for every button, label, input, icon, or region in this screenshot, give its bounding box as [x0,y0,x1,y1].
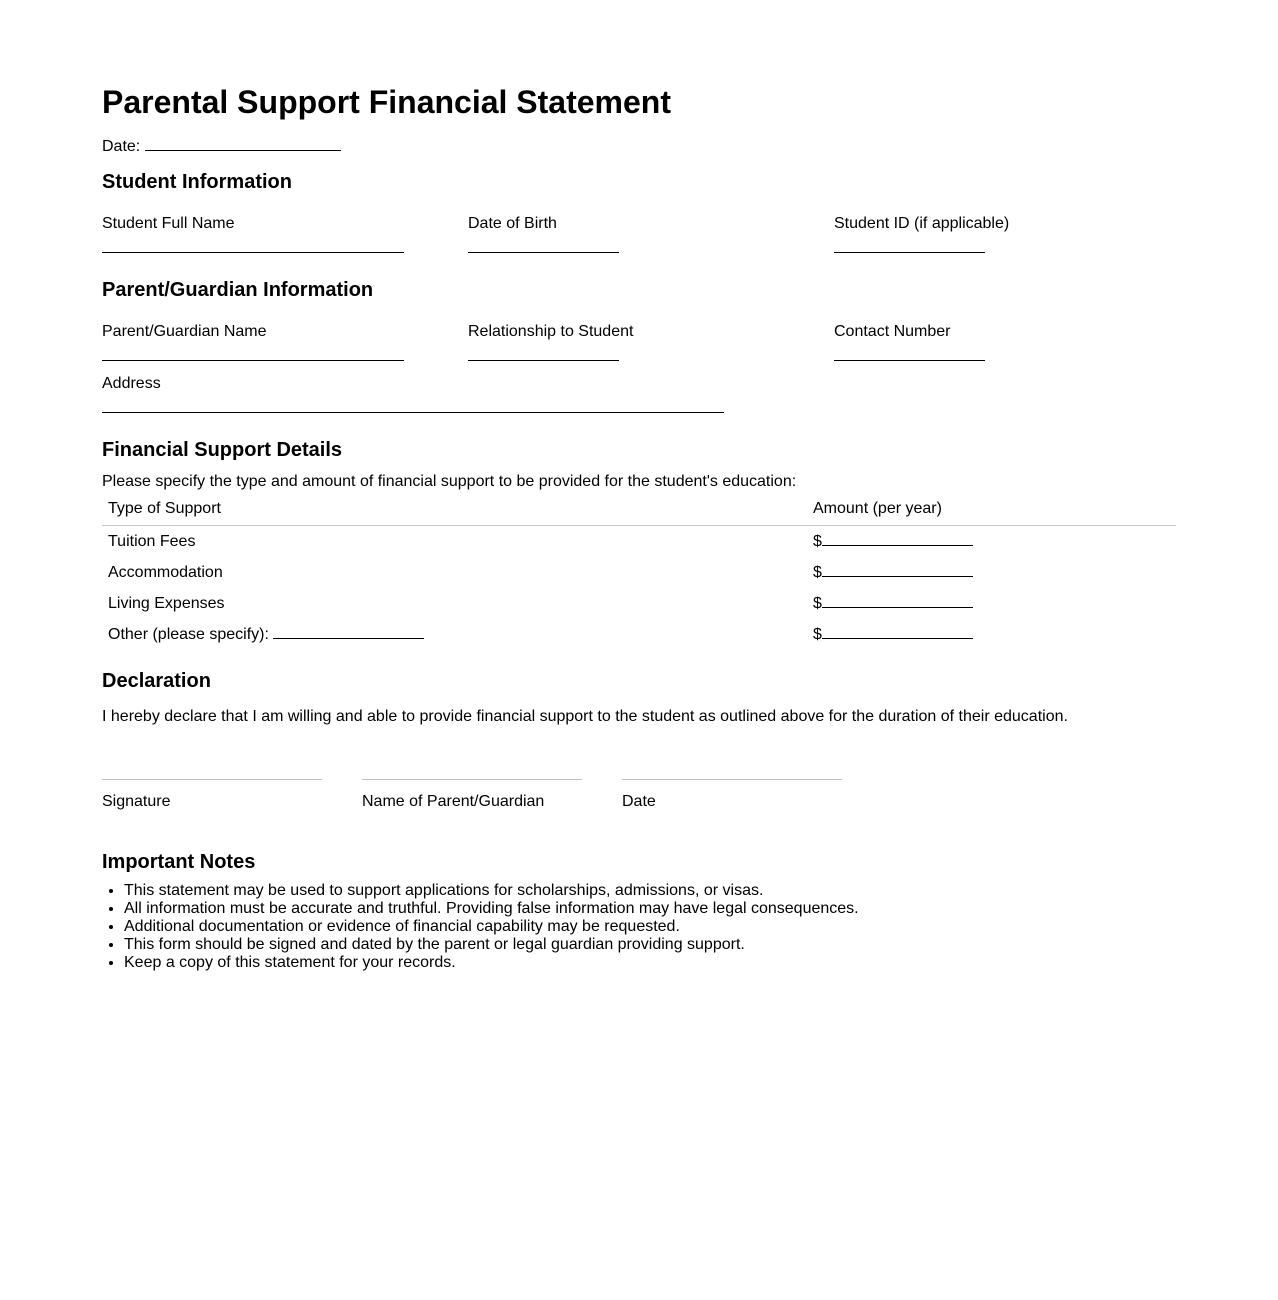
address-input-line[interactable] [102,412,724,413]
date-label: Date: [102,138,141,155]
support-type-cell [102,557,807,588]
student-full-name-input-line[interactable] [102,252,404,253]
support-type-label: Tuition Fees [108,532,196,550]
parent-name-input-line[interactable] [102,360,404,361]
signature-input-line[interactable] [102,779,322,780]
financial-support-intro: Please specify the type and amount of financial support to be provided for the student's education: [102,473,797,490]
support-type-cell [102,526,807,558]
contact-number-label: Contact Number [834,323,951,340]
support-type-label: Other (please specify): [108,626,269,643]
signature-label: Signature [102,793,171,810]
amount-cell [807,526,1176,558]
list-item: • All information must be accurate and truthful. Providing false information may have legal consequences. [124,900,859,918]
notes-list [102,882,859,972]
date-row [102,136,341,157]
table-row [102,526,1176,558]
student-full-name-label: Student Full Name [102,215,235,232]
important-notes-heading: Important Notes [102,851,256,873]
amount-cell [807,588,1176,619]
other-specify-input-line[interactable] [273,624,424,639]
table-row [102,588,1176,619]
currency-symbol: $ [813,533,822,550]
date-of-birth-label: Date of Birth [468,215,557,232]
list-item: • This statement may be used to support applications for scholarships, admissions, or visas. [124,882,859,900]
currency-symbol: $ [813,595,822,612]
support-type-cell [102,619,807,650]
table-row [102,619,1176,650]
support-type-cell [102,588,807,619]
declaration-heading: Declaration [102,670,211,692]
amount-cell [807,557,1176,588]
declaration-text: I hereby declare that I am willing and able to provide financial support to the student as outlined above for the duration of their education. [102,708,1068,725]
guardian-name-input-line[interactable] [362,779,582,780]
amount-cell [807,619,1176,650]
student-id-input-line[interactable] [834,252,985,253]
declaration-date-label: Date [622,793,656,810]
page-title: Parental Support Financial Statement [102,84,671,120]
support-type-label: Living Expenses [108,594,225,612]
amount-input-line[interactable] [822,531,973,546]
amount-input-line[interactable] [822,624,973,639]
student-information-heading: Student Information [102,171,292,193]
financial-support-heading: Financial Support Details [102,439,343,461]
address-label: Address [102,375,161,392]
list-item: • Keep a copy of this statement for your records. [124,954,859,972]
student-id-label: Student ID (if applicable) [834,215,1010,232]
parent-name-label: Parent/Guardian Name [102,323,267,340]
amount-input-line[interactable] [822,562,973,577]
amount-input-line[interactable] [822,593,973,608]
declaration-date-input-line[interactable] [622,779,842,780]
table-row [102,557,1176,588]
support-table-header [102,496,1176,526]
currency-symbol: $ [813,564,822,581]
column-header-type: Type of Support [102,496,807,526]
date-of-birth-input-line[interactable] [468,252,619,253]
relationship-input-line[interactable] [468,360,619,361]
date-input-line[interactable] [145,136,341,151]
column-header-amount: Amount (per year) [807,496,1176,526]
relationship-label: Relationship to Student [468,323,634,340]
support-table [102,496,1176,650]
parent-information-heading: Parent/Guardian Information [102,279,374,301]
list-item: • Additional documentation or evidence of financial capability may be requested. [124,918,859,936]
support-type-label: Accommodation [108,563,223,581]
guardian-name-label: Name of Parent/Guardian [362,793,545,810]
list-item: • This form should be signed and dated by the parent or legal guardian providing support. [124,936,859,954]
contact-number-input-line[interactable] [834,360,985,361]
currency-symbol: $ [813,626,822,643]
